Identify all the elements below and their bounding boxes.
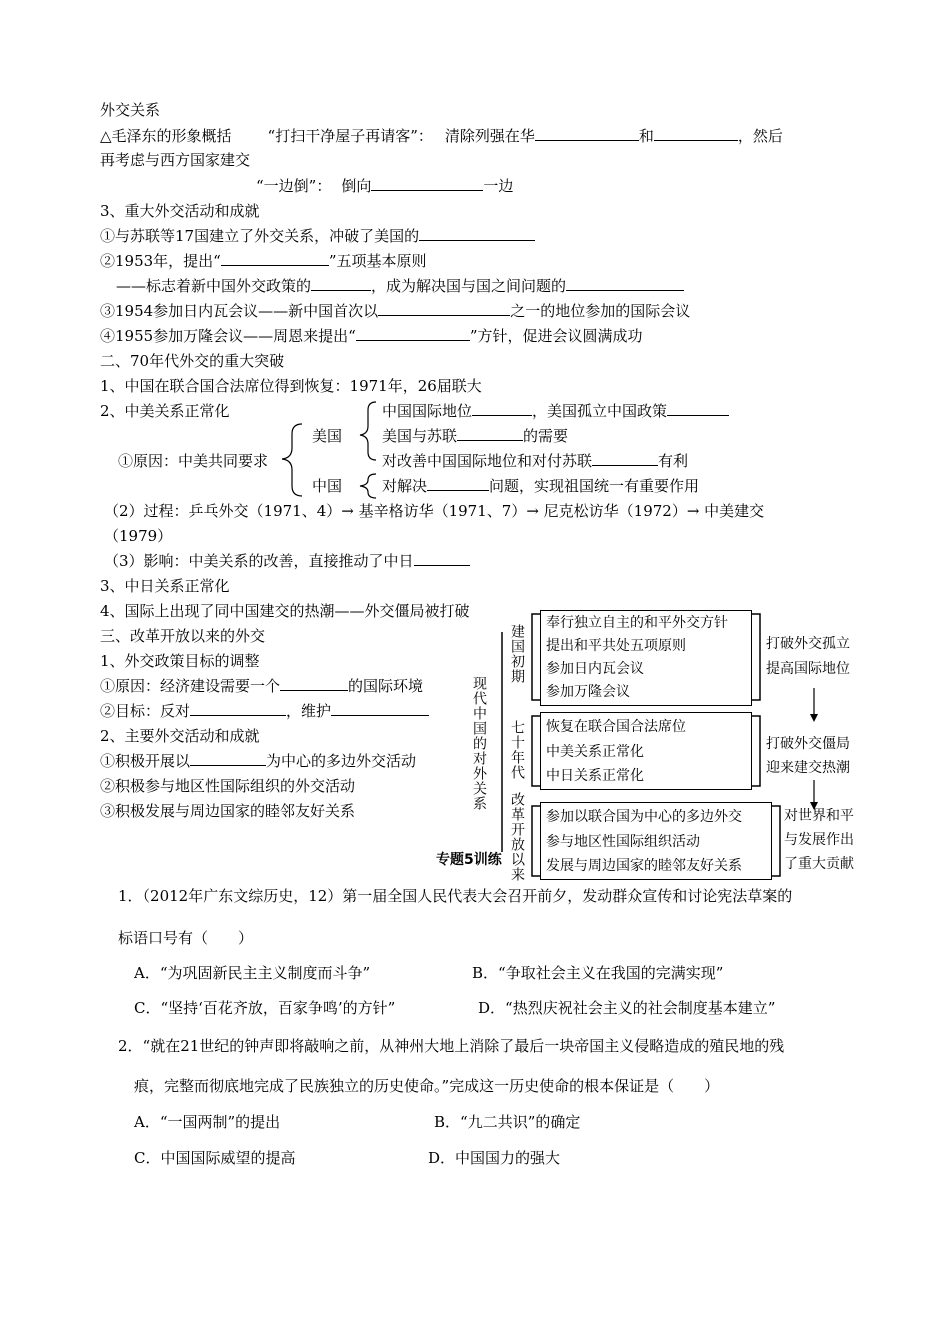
p2-item: 中日关系正常化: [546, 768, 644, 784]
result-3: [782, 806, 866, 878]
l16: （3）影响：中美关系的改善，直接推动了中日: [104, 552, 414, 570]
notes-line-5: 3、重大外交活动和成就: [100, 202, 260, 220]
l4-a: “一边倒”：: [256, 177, 332, 195]
l2-d: 和: [638, 127, 654, 145]
notes-line-1: 外交关系: [100, 101, 161, 119]
r2-a: 美国与苏联: [382, 427, 458, 445]
l10-b: ”方针，促进会议圆满成功: [469, 327, 643, 345]
l4-b: 倒向: [341, 177, 372, 195]
r1-line: 提高国际地位: [766, 661, 850, 677]
q1-stem-2: 标语口号有（ ）: [118, 929, 254, 947]
l10-a: ④1955参加万隆会议——周恩来提出“: [100, 327, 356, 345]
notes-line-25: ②积极参与地区性国际组织的外交活动: [100, 777, 356, 795]
p3-item: 参与地区性国际组织活动: [546, 834, 700, 850]
p3-item: 参加以联合国为中心的多边外交: [546, 809, 742, 825]
r3-a: 对改善中国国际地位和对付苏联: [382, 452, 593, 470]
notes-line-18: 4、国际上出现了同中国建交的热潮——外交僵局被打破: [100, 602, 470, 620]
notes-line-12: 1、中国在联合国合法席位得到恢复：1971年，26届联大: [100, 377, 482, 395]
q2-stem-2: 痕，完整而彻底地完成了民族独立的历史使命。”完成这一历史使命的根本保证是（ ）: [134, 1077, 720, 1095]
l24-b: 为中心的多边外交活动: [266, 752, 417, 770]
l22-a: ②目标：反对: [100, 702, 191, 720]
result-1: [762, 630, 866, 682]
r1-b: ，美国孤立中国政策: [532, 402, 668, 420]
r3-line: 与发展作出: [784, 832, 854, 848]
r1-line: 打破外交孤立: [766, 636, 850, 652]
l24-a: ①积极开展以: [100, 752, 191, 770]
p2-item: 中美关系正常化: [546, 744, 644, 760]
l2-e: ，然后: [737, 127, 783, 145]
q2-stem-1: 2．“就在21世纪的钟声即将敲响之前，从神州大地上消除了最后一块帝国主义侵略造成的殖民地的残: [118, 1037, 785, 1055]
l7-b: ”五项基本原则: [328, 252, 427, 270]
section-title: 专题5训练: [436, 852, 502, 868]
notes-line-26: ③积极发展与周边国家的睦邻友好关系: [100, 802, 356, 820]
period-2-label: 七十年代: [509, 720, 525, 780]
label-us: 美国: [312, 427, 343, 445]
p1-item: 提出和平共处五项原则: [546, 638, 686, 654]
r2-line: 打破外交僵局: [766, 736, 850, 752]
r2-line: 迎来建交热潮: [766, 760, 850, 776]
l9-a: ③1954参加日内瓦会议——新中国首次以: [100, 302, 379, 320]
p3-item: 发展与周边国家的睦邻友好关系: [546, 858, 742, 874]
r3-line: 对世界和平: [784, 808, 854, 824]
notes-line-15: （1979）: [104, 527, 173, 545]
result-2: [762, 730, 866, 782]
l8-b: ，成为解决国与国之间问题的: [371, 277, 567, 295]
l8-a: ——标志着新中国外交政策的: [116, 277, 312, 295]
q1-option-a: A．“为巩固新民主主义制度而斗争”: [134, 964, 371, 982]
period-1-label: 建国初期: [509, 624, 525, 684]
q1-stem-1: 1．（2012年广东文综历史，12）第一届全国人民代表大会召开前夕，发动群众宣传和讨论宪法草案的: [118, 887, 793, 905]
l2-c: 清除列强在华: [444, 127, 535, 145]
period-3-label: 改革开放以来: [509, 792, 525, 882]
p1-item: 奉行独立自主的和平外交方针: [546, 615, 728, 631]
diagram-main-label: 现代中国的对外关系: [471, 676, 487, 811]
l7-a: ②1953年，提出“: [100, 252, 221, 270]
l2-b: “打扫干净屋子再请客”：: [267, 127, 433, 145]
notes-line-20: 1、外交政策目标的调整: [100, 652, 260, 670]
p1-item: 参加万隆会议: [546, 684, 630, 700]
notes-line-17: 3、中日关系正常化: [100, 577, 230, 595]
period-3-box: [540, 802, 772, 880]
q1-option-c: C．“坚持‘百花齐放，百家争鸣’的方针”: [134, 999, 396, 1017]
l2-a: △毛泽东的形象概括: [100, 127, 232, 145]
q2-option-b: B．“九二共识”的确定: [434, 1113, 581, 1131]
l21-b: 的国际环境: [348, 677, 424, 695]
p2-item: 恢复在联合国合法席位: [546, 719, 686, 735]
l21-a: ①原因：经济建设需要一个: [100, 677, 281, 695]
p1-item: 参加日内瓦会议: [546, 661, 644, 677]
r4-b: 问题，实现祖国统一有重要作用: [489, 477, 700, 495]
r2-b: 的需要: [523, 427, 569, 445]
notes-line-11: 二、70年代外交的重大突破: [100, 352, 285, 370]
q2-option-a: A．“一国两制”的提出: [134, 1113, 281, 1131]
q1-option-b: B．“争取社会主义在我国的完满实现”: [472, 964, 724, 982]
period-2-box: [540, 712, 752, 790]
q2-option-d: D．中国国力的强大: [428, 1149, 561, 1167]
notes-line-13: 2、中美关系正常化: [100, 402, 230, 420]
l22-b: ，维护: [286, 702, 332, 720]
q1-option-d: D．“热烈庆祝社会主义的社会制度基本建立”: [478, 999, 776, 1017]
l9-b: 之一的地位参加的国际会议: [510, 302, 691, 320]
notes-line-14: （2）过程：乒乓外交（1971、4）→ 基辛格访华（1971、7）→ 尼克松访华（1972）→ 中美建交: [104, 502, 765, 520]
l6: ①与苏联等17国建立了外交关系，冲破了美国的: [100, 227, 420, 245]
r4-a: 对解决: [382, 477, 428, 495]
label-cn: 中国: [312, 477, 343, 495]
r3-line: 了重大贡献: [784, 856, 854, 872]
notes-line-23: 2、主要外交活动和成就: [100, 727, 260, 745]
r3-b: 有利: [658, 452, 689, 470]
period-1-box: [540, 610, 752, 706]
notes-line-3: 再考虑与西方国家建交: [100, 151, 251, 169]
reason-label: ①原因：中美共同要求: [118, 452, 269, 470]
r1-a: 中国国际地位: [382, 402, 473, 420]
l4-c: 一边: [483, 177, 514, 195]
q2-option-c: C．中国国际威望的提高: [134, 1149, 296, 1167]
notes-line-19: 三、改革开放以来的外交: [100, 627, 266, 645]
